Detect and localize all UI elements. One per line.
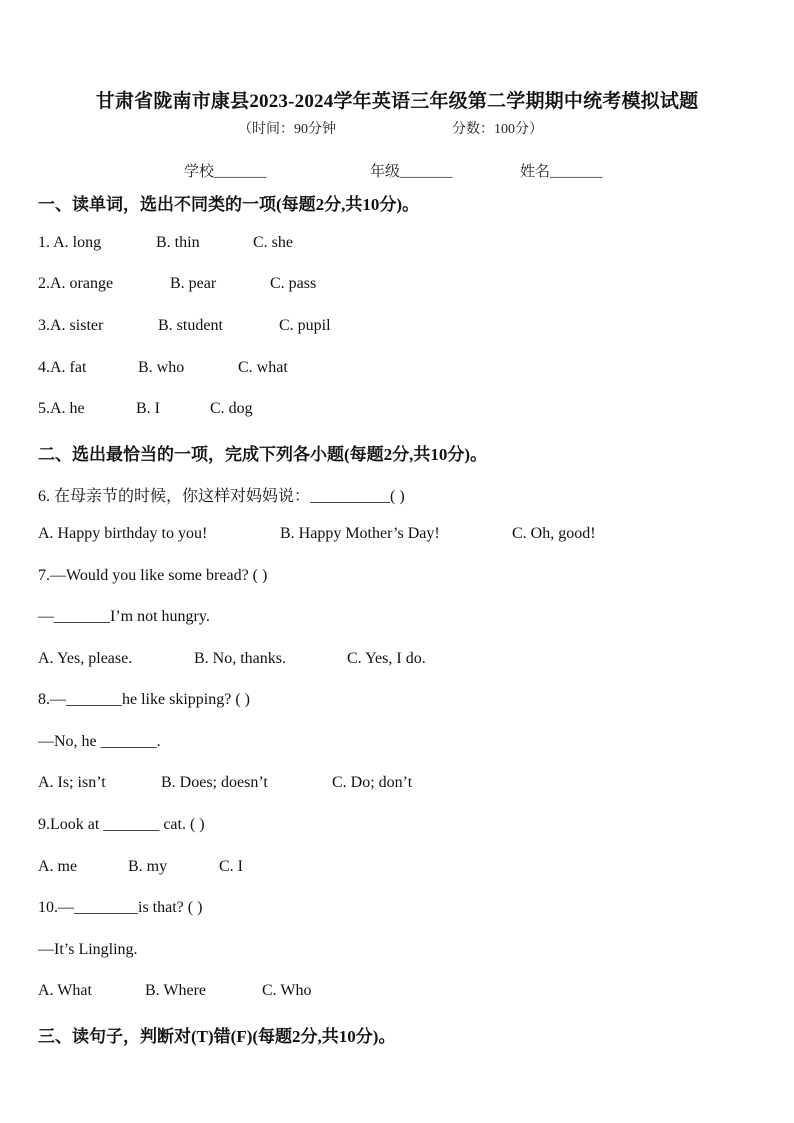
q8-option-b: B. Does; doesn’t xyxy=(161,774,268,791)
q10-option-c: C. Who xyxy=(262,982,312,999)
q9-option-a: A. me xyxy=(38,858,78,875)
q6-option-b: B. Happy Mother’s Day! xyxy=(280,525,440,542)
q7-stem: 7.—Would you like some bread? ( ) xyxy=(38,567,268,584)
section3-heading: 三、读句子，判断对(T)错(F)(每题2分,共10分)。 xyxy=(38,1027,396,1046)
q4-option-c: C. what xyxy=(238,359,288,376)
section2-heading: 二、选出最恰当的一项，完成下列各小题(每题2分,共10分)。 xyxy=(38,445,488,464)
q8-stem: 8.—_______he like skipping? ( ) xyxy=(38,691,250,708)
q6-stem: 6. 在母亲节的时候，你这样对妈妈说：__________( ) xyxy=(38,488,405,505)
q4-option-a: 4.A. fat xyxy=(38,359,87,376)
q6-option-a: A. Happy birthday to you! xyxy=(38,525,208,542)
exam-score: 分数：100分） xyxy=(452,122,543,137)
q7-option-a: A. Yes, please. xyxy=(38,650,133,667)
q2-option-b: B. pear xyxy=(170,275,217,292)
q3-option-c: C. pupil xyxy=(279,317,331,334)
page-title: 甘肃省陇南市康县2023-2024学年英语三年级第二学期期中统考模拟试题 xyxy=(95,91,699,112)
q7-option-c: C. Yes, I do. xyxy=(347,650,426,667)
name-field: 姓名_______ xyxy=(520,164,603,180)
q3-option-b: B. student xyxy=(158,317,223,334)
q5-option-a: 5.A. he xyxy=(38,400,85,417)
q8-option-c: C. Do; don’t xyxy=(332,774,413,791)
q8-reply: —No, he _______. xyxy=(38,733,161,750)
q7-reply: —_______I’m not hungry. xyxy=(38,608,210,625)
q7-option-b: B. No, thanks. xyxy=(194,650,286,667)
grade-field: 年级_______ xyxy=(370,164,453,180)
q10-option-a: A. What xyxy=(38,982,92,999)
q10-option-b: B. Where xyxy=(145,982,207,999)
q3-option-a: 3.A. sister xyxy=(38,317,104,334)
q9-option-b: B. my xyxy=(128,858,168,875)
q9-stem: 9.Look at _______ cat. ( ) xyxy=(38,816,205,833)
section1-heading: 一、读单词，选出不同类的一项(每题2分,共10分)。 xyxy=(38,195,420,214)
q5-option-c: C. dog xyxy=(210,400,253,417)
q10-reply: —It’s Lingling. xyxy=(38,941,138,958)
q10-stem: 10.—________is that? ( ) xyxy=(38,899,203,916)
q2-option-a: 2.A. orange xyxy=(38,275,114,292)
q6-option-c: C. Oh, good! xyxy=(512,525,596,542)
q1-option-b: B. thin xyxy=(156,234,200,251)
exam-time: （时间：90分钟 xyxy=(238,122,336,137)
q9-option-c: C. I xyxy=(219,858,243,875)
q8-option-a: A. Is; isn’t xyxy=(38,774,106,791)
q1-option-c: C. she xyxy=(253,234,293,251)
q4-option-b: B. who xyxy=(138,359,185,376)
q5-option-b: B. I xyxy=(136,400,160,417)
school-field: 学校_______ xyxy=(184,164,267,180)
q1-option-a: 1. A. long xyxy=(38,234,102,251)
q2-option-c: C. pass xyxy=(270,275,317,292)
